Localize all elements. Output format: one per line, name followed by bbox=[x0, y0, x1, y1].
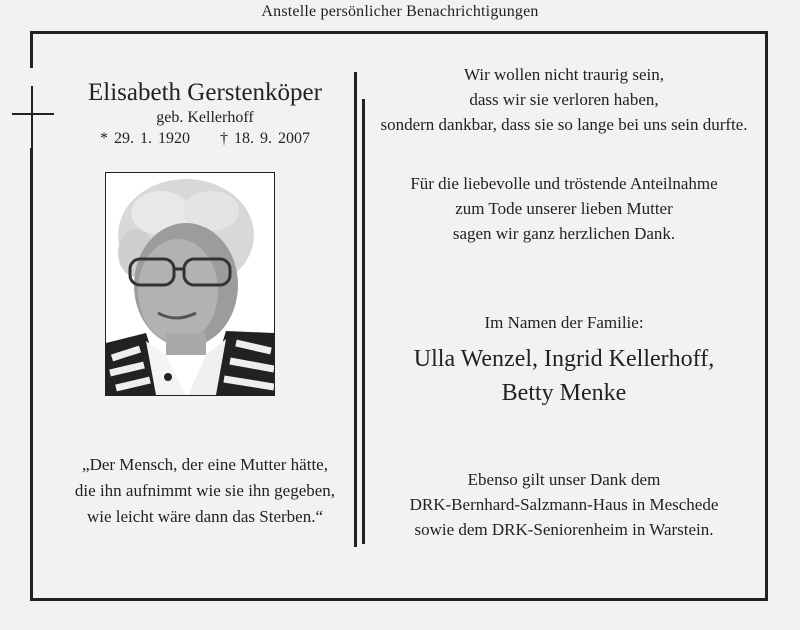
notice-header: Anstelle persönlicher Benachrichtigungen bbox=[261, 3, 539, 20]
verse bbox=[368, 62, 760, 137]
thanks-message bbox=[368, 171, 760, 246]
family-name-line: Betty Menke bbox=[501, 380, 627, 406]
additional-thanks bbox=[368, 467, 760, 542]
life-dates bbox=[60, 128, 350, 150]
birth-date: * 29. 1. 1920 bbox=[100, 130, 190, 147]
cross-icon bbox=[12, 86, 54, 176]
frame-left-border-upper bbox=[30, 31, 33, 68]
additional-thanks-line: DRK-Bernhard-Salzmann-Haus in Meschede bbox=[409, 495, 719, 514]
thanks-line: sagen wir ganz herzlichen Dank. bbox=[452, 224, 676, 243]
frame-top-border bbox=[30, 31, 768, 34]
thanks-line: Für die liebevolle und tröstende Anteilnahme bbox=[410, 174, 718, 193]
column-divider-inner bbox=[362, 99, 365, 544]
quote bbox=[60, 452, 350, 530]
deceased-info bbox=[60, 78, 350, 150]
additional-thanks-line: sowie dem DRK-Seniorenheim in Warstein. bbox=[414, 520, 714, 539]
quote-line: wie leicht wäre dann das Sterben.“ bbox=[86, 507, 324, 526]
frame-right-border bbox=[765, 31, 768, 601]
verse-line: Wir wollen nicht traurig sein, bbox=[464, 65, 664, 84]
verse-line: sondern dankbar, dass sie so lange bei uns sein durfte. bbox=[380, 115, 748, 134]
frame-left-border-lower bbox=[30, 148, 33, 601]
deceased-name: Elisabeth Gerstenköper bbox=[88, 79, 322, 106]
verse-line: dass wir sie verloren haben, bbox=[469, 90, 659, 109]
column-divider-outer bbox=[354, 72, 357, 547]
quote-line: die ihn aufnimmt wie sie ihn gegeben, bbox=[74, 481, 336, 500]
additional-thanks-line: Ebenso gilt unser Dank dem bbox=[467, 470, 661, 489]
family-intro: Im Namen der Familie: bbox=[484, 313, 644, 332]
frame-bottom-border bbox=[30, 598, 768, 601]
thanks-line: zum Tode unserer lieben Mutter bbox=[455, 199, 673, 218]
family-name-line: Ulla Wenzel, Ingrid Kellerhoff, bbox=[413, 346, 715, 372]
portrait-photo bbox=[105, 172, 275, 396]
maiden-name: geb. Kellerhoff bbox=[156, 109, 254, 126]
quote-line: „Der Mensch, der eine Mutter hätte, bbox=[82, 455, 328, 474]
family-names bbox=[368, 342, 760, 410]
death-date: † 18. 9. 2007 bbox=[220, 130, 310, 147]
